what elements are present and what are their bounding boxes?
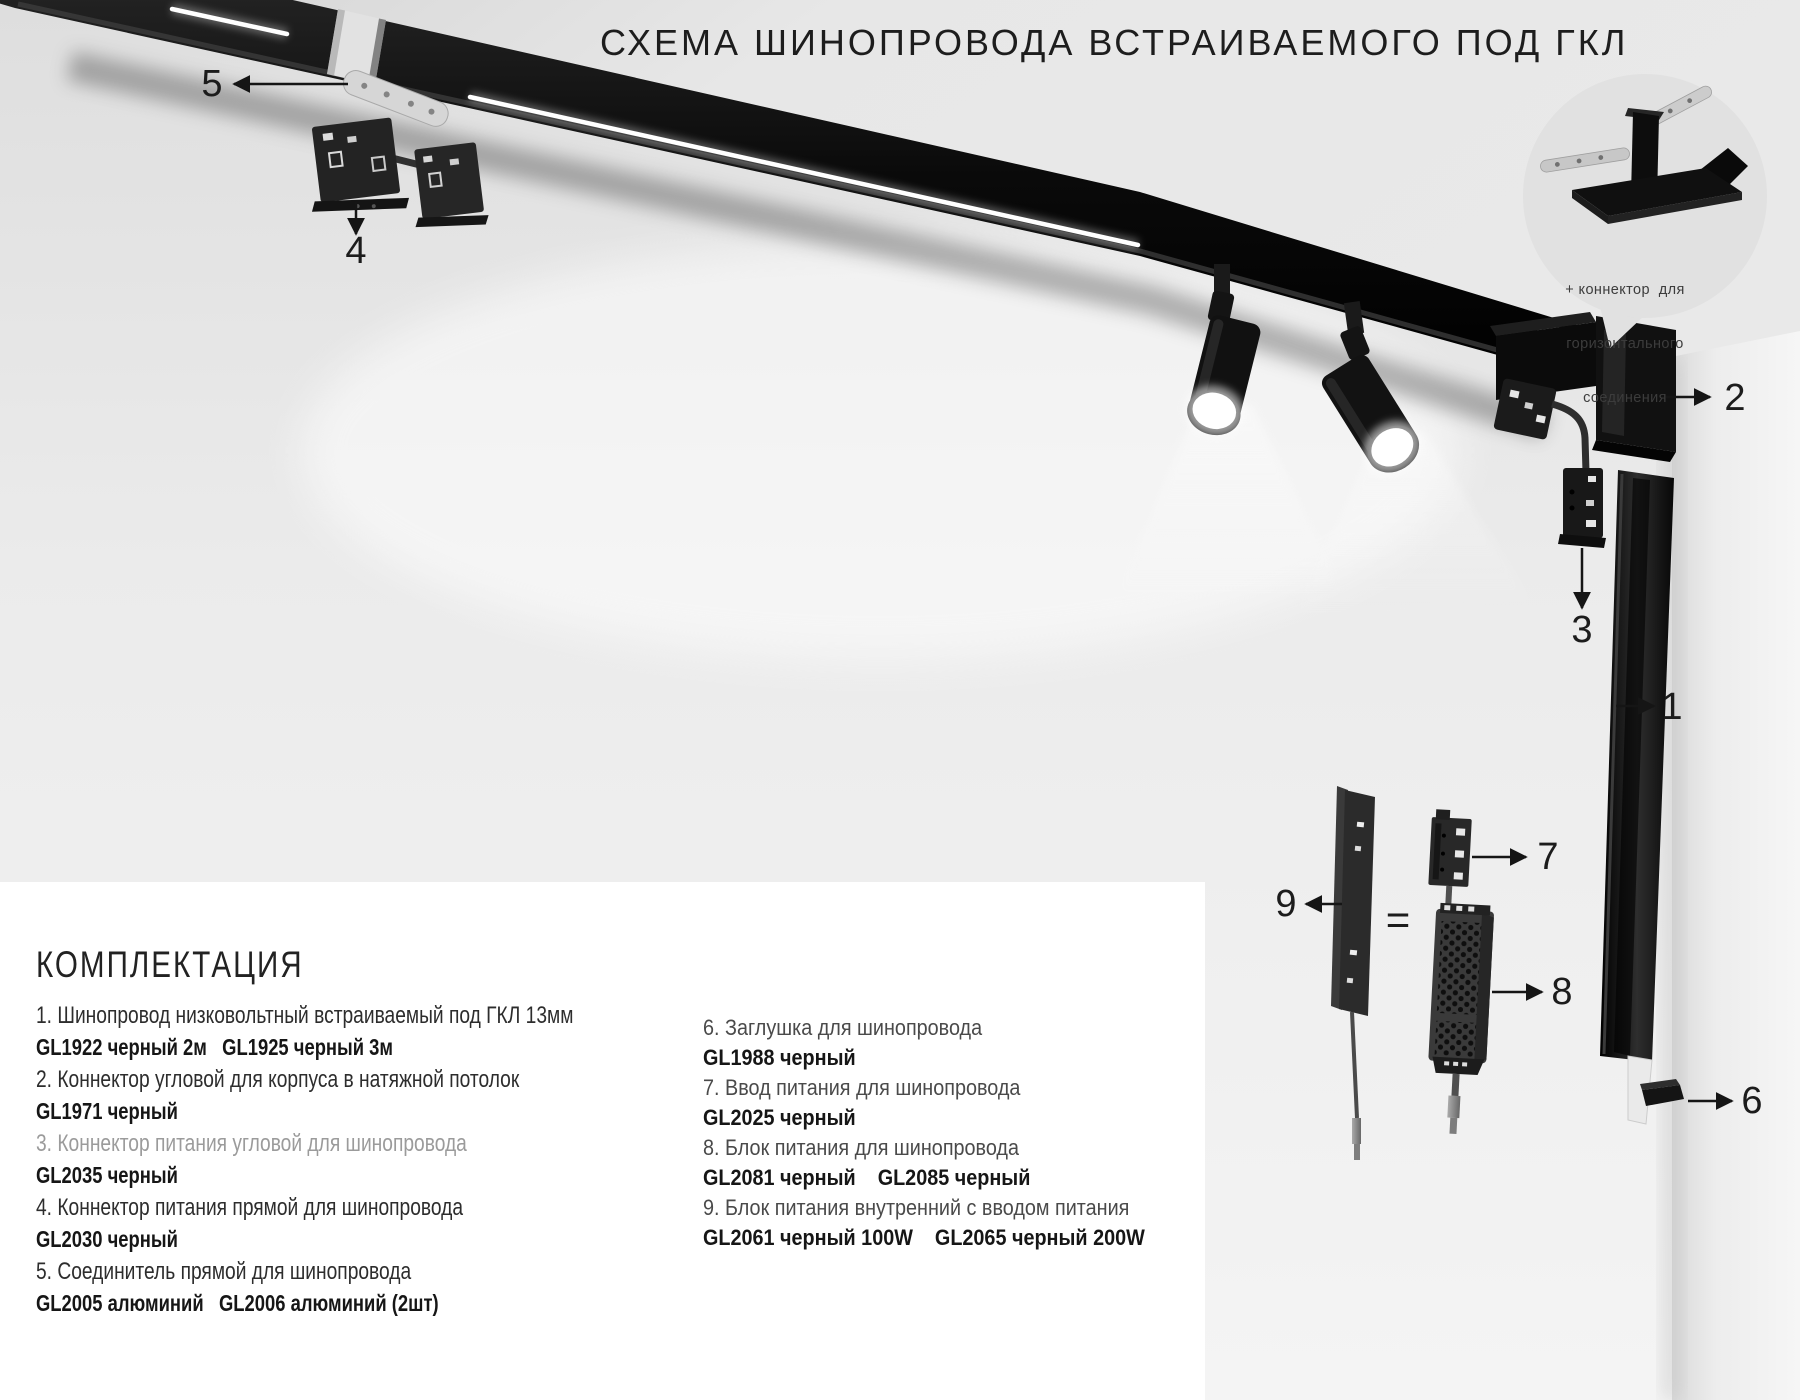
kit-item-desc: 9. Блок питания внутренний с вводом питания — [703, 1195, 1130, 1220]
kit-item-codes: GL2061 черный 100W GL2065 черный 200W — [703, 1225, 1145, 1250]
kit-item-desc: 5. Соединитель прямой для шинопровода — [36, 1258, 412, 1285]
callout-5: 5 — [201, 63, 223, 105]
wall-light-wash — [300, 240, 1460, 660]
callout-9: 9 — [1275, 883, 1297, 925]
kit-item-codes: GL1922 черный 2м GL1925 черный 3м — [36, 1034, 394, 1060]
kit-item-7 — [703, 1074, 1207, 1132]
kit-item-codes: GL2025 черный — [703, 1105, 856, 1130]
page-title: СХЕМА ШИНОПРОВОДА ВСТРАИВАЕМОГО ПОД ГКЛ — [600, 22, 1629, 63]
kit-item-desc: 1. Шинопровод низковольтный встраиваемый под ГКЛ 13мм — [36, 1002, 574, 1029]
inset-note-line2: горизонтального — [1566, 336, 1684, 352]
inset-note-line3: соединения — [1583, 390, 1667, 406]
kit-heading: КОМПЛЕКТАЦИЯ — [36, 944, 304, 985]
kit-column-left — [36, 1002, 644, 1322]
kit-item-desc: 6. Заглушка для шинопровода — [703, 1015, 983, 1040]
callout-3: 3 — [1571, 609, 1593, 651]
callout-7: 7 — [1537, 836, 1559, 878]
kit-item-6 — [703, 1014, 1207, 1072]
kit-item-5 — [36, 1258, 644, 1317]
kit-item-desc: 3. Коннектор питания угловой для шинопровода — [36, 1130, 467, 1157]
callout-6: 6 — [1741, 1080, 1763, 1122]
kit-item-2 — [36, 1066, 644, 1125]
kit-item-4 — [36, 1194, 644, 1253]
callout-equals: = — [1385, 896, 1411, 943]
kit-item-1 — [36, 1002, 644, 1061]
kit-item-8 — [703, 1134, 1207, 1192]
kit-item-desc: 8. Блок питания для шинопровода — [703, 1135, 1019, 1160]
kit-item-codes: GL2030 черный — [36, 1226, 178, 1252]
kit-item-codes: GL2081 черный GL2085 черный — [703, 1165, 1031, 1190]
callout-8: 8 — [1551, 971, 1573, 1013]
callout-1: 1 — [1661, 686, 1683, 728]
kit-item-3 — [36, 1130, 644, 1189]
kit-item-codes: GL2005 алюминий GL2006 алюминий (2шт) — [36, 1290, 439, 1316]
kit-column-right — [703, 1014, 1207, 1254]
inset-note-line1: + коннектор для — [1565, 282, 1685, 298]
callout-4: 4 — [345, 230, 367, 272]
kit-item-codes: GL1988 черный — [703, 1045, 856, 1070]
kit-item-desc: 7. Ввод питания для шинопровода — [703, 1075, 1021, 1100]
kit-item-codes: GL1971 черный — [36, 1098, 178, 1124]
kit-item-desc: 2. Коннектор угловой для корпуса в натяжной потолок — [36, 1066, 520, 1093]
callout-2: 2 — [1724, 377, 1746, 419]
kit-item-9 — [703, 1194, 1207, 1252]
kit-item-desc: 4. Коннектор питания прямой для шинопровода — [36, 1194, 464, 1221]
right-wall-plane — [1672, 330, 1800, 1400]
kit-item-codes: GL2035 черный — [36, 1162, 178, 1188]
